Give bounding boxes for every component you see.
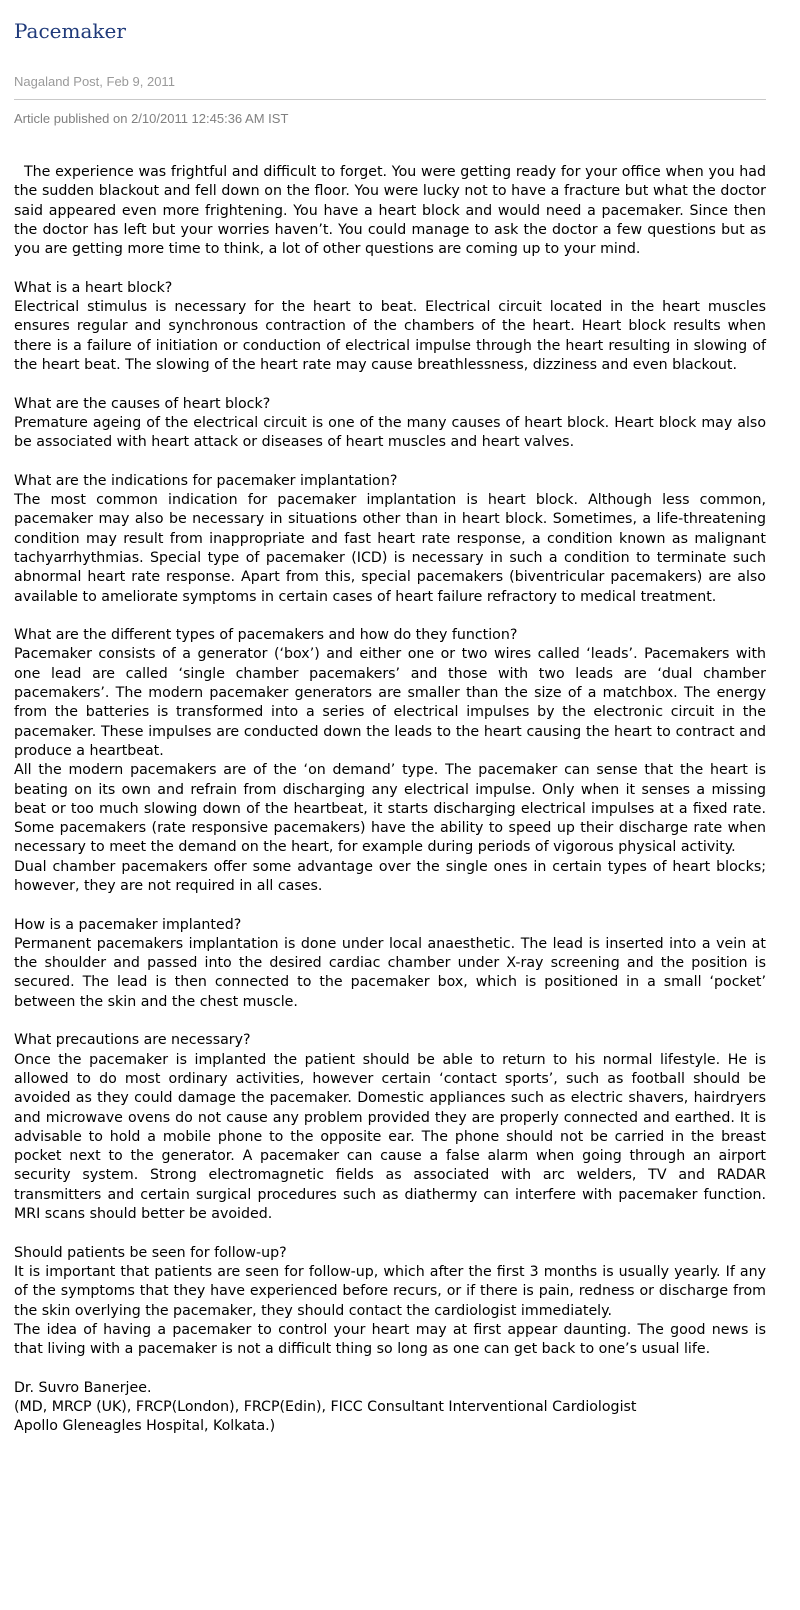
section-question: What are the different types of pacemakers and how do they function? bbox=[14, 627, 518, 644]
section-indications bbox=[14, 472, 766, 607]
section-paragraph: The idea of having a pacemaker to control your heart may at first appear daunting. The good news is that living with a pacemaker is not a difficult thing so long as one can get back to one’s usual life. bbox=[14, 1321, 766, 1358]
section-paragraph: Once the pacemaker is implanted the patient should be able to return to his normal lifestyle. He is allowed to do most ordinary activities, however certain ‘contact sports’, such as football should be avoided as they could damage the pacemaker. Domestic appliances such as electric shavers, hairdryers and microwave ovens do not cause any problem provided they are properly connected and earthed. It is advisable to hold a mobile phone to the opposite ear. The phone should not be carried in the breast pocket next to the generator. A pacemaker can cause a false alarm when going through an airport security system. Strong electromagnetic fields as associated with arc welders, TV and RADAR transmitters and certain surgical procedures such as diathermy can interfere with pacemaker function. MRI scans should better be avoided. bbox=[14, 1051, 766, 1223]
section-paragraph: Premature ageing of the electrical circuit is one of the many causes of heart block. Heart block may also be associated with heart attack or diseases of heart muscles and heart valves. bbox=[14, 414, 766, 451]
section-implantation bbox=[14, 916, 766, 1012]
article-source: Nagaland Post, Feb 9, 2011 bbox=[14, 74, 175, 89]
section-paragraph: It is important that patients are seen for follow-up, which after the first 3 months is usually yearly. If any of the symptoms that they have experienced before recurs, or if there is pain, redness or discharge from the skin overlying the pacemaker, they should contact the cardiologist immediately. bbox=[14, 1263, 766, 1319]
section-question: Should patients be seen for follow-up? bbox=[14, 1244, 287, 1261]
section-causes bbox=[14, 395, 766, 453]
section-paragraph: Permanent pacemakers implantation is done under local anaesthetic. The lead is inserted into a vein at the shoulder and passed into the desired cardiac chamber under X-ray screening and the position is secured. The lead is then connected to the pacemaker box, which is positioned in a small ‘pocket’ between the skin and the chest muscle. bbox=[14, 935, 766, 1010]
section-paragraph: Dual chamber pacemakers offer some advantage over the single ones in certain types of heart blocks; however, they are not required in all cases. bbox=[14, 858, 766, 894]
section-heart-block bbox=[14, 279, 766, 375]
section-paragraph: Electrical stimulus is necessary for the heart to beat. Electrical circuit located in the heart muscles ensures regular and synchronous contraction of the chambers of the heart. Heart block results when there is a failure of initiation or conduction of electrical impulse through the heart resulting in slowing of the heart beat. The slowing of the heart rate may cause breathlessness, dizziness and even blackout. bbox=[14, 299, 766, 373]
article-published-date: Article published on 2/10/2011 12:45:36 AM IST bbox=[14, 111, 289, 126]
section-question: What is a heart block? bbox=[14, 279, 173, 296]
section-question: How is a pacemaker implanted? bbox=[14, 916, 242, 933]
section-question: What precautions are necessary? bbox=[14, 1032, 251, 1049]
article-body bbox=[14, 163, 766, 1437]
author-name: Dr. Suvro Banerjee. bbox=[14, 1379, 152, 1396]
intro-paragraph: The experience was frightful and difficult to forget. You were getting ready for your office when you had the sudden blackout and fell down on the floor. You were lucky not to have a fracture but what the doctor said appeared even more frightening. You have a heart block and would need a pacemaker. Since then the doctor has left but your worries haven’t. You could manage to ask the doctor a few questions but as you are getting more time to think, a lot of other questions are coming up to your mind. bbox=[14, 164, 766, 258]
section-follow-up bbox=[14, 1244, 766, 1360]
section-paragraph: All the modern pacemakers are of the ‘on demand’ type. The pacemaker can sense that the heart is beating on its own and refrain from discharging any electrical impulse. Only when it senses a missing beat or too much slowing down of the heartbeat, it starts discharging electrical impulses at a fixed rate. Some pacemakers (rate responsive pacemakers) have the ability to speed up their discharge rate when necessary to meet the demand on the heart, for example during periods of vigorous physical activity. bbox=[14, 762, 766, 856]
section-paragraph: Pacemaker consists of a generator (‘box’) and either one or two wires called ‘leads’. Pacemakers with one lead are called ‘single chamber pacemakers’ and those with two leads are ‘dual chamber pacemakers’. The modern pacemaker generators are smaller than the size of a matchbox. The energy from the batteries is transformed into a series of electrical impulses by the electronic circuit in the pacemaker. These impulses are conducted down the leads to the heart causing the heart to contract and produce a heartbeat. bbox=[14, 646, 766, 759]
section-question: What are the causes of heart block? bbox=[14, 395, 271, 412]
author-credentials: (MD, MRCP (UK), FRCP(London), FRCP(Edin), FICC Consultant Interventional Cardiologist bbox=[14, 1399, 637, 1415]
article-title: Pacemaker bbox=[14, 19, 126, 43]
header-divider bbox=[14, 99, 766, 100]
author-signature bbox=[14, 1379, 766, 1437]
section-types bbox=[14, 626, 766, 896]
section-precautions bbox=[14, 1031, 766, 1224]
section-question: What are the indications for pacemaker implantation? bbox=[14, 472, 398, 489]
section-paragraph: The most common indication for pacemaker implantation is heart block. Although less common, pacemaker may also be necessary in situations other than in heart block. Sometimes, a life-threatening condition may result from inappropriate and fast heart rate response, a condition known as malignant tachyarrhythmias. Special type of pacemaker (ICD) is necessary in such a condition to terminate such abnormal heart rate response. Apart from this, special pacemakers (biventricular pacemakers) are also available to ameliorate symptoms in certain cases of heart failure refractory to medical treatment. bbox=[14, 492, 766, 605]
author-affiliation: Apollo Gleneagles Hospital, Kolkata.) bbox=[14, 1418, 276, 1435]
